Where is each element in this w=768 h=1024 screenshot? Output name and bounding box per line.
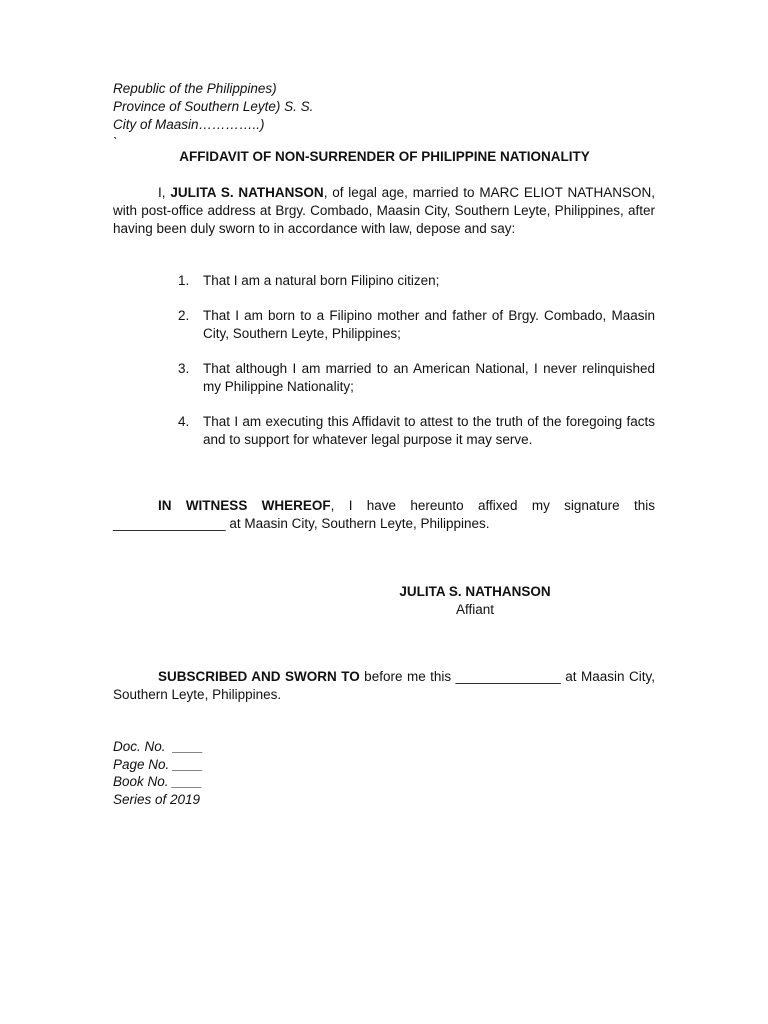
list-item — [178, 307, 655, 343]
jurat-text: before me this ______________ at Maasin City, Southern Leyte, Philippines. — [113, 669, 655, 702]
intro-paragraph — [113, 184, 655, 238]
affiant-role: Affiant — [455, 602, 495, 617]
venue-line-republic: Republic of the Philippines) — [113, 81, 277, 96]
notarial-register — [113, 738, 203, 808]
list-item — [178, 413, 655, 449]
book-number: Book No. ____ — [113, 774, 203, 789]
affiant-name-inline: JULITA S. NATHANSON — [170, 185, 324, 200]
jurat-heading: SUBSCRIBED AND SWORN TO — [158, 669, 360, 684]
list-item-text: That I am executing this Affidavit to attest to the truth of the foregoing facts and to support for whatever legal purpose it may serve. — [203, 414, 655, 447]
list-item — [178, 360, 655, 396]
list-item-number: 3. — [178, 361, 190, 376]
witness-text: , I have hereunto affixed my signature this _______________ at Maasin City, Southern Leyte, Philippines. — [113, 498, 655, 531]
document-title: AFFIDAVIT OF NON-SURRENDER OF PHILIPPINE NATIONALITY — [179, 149, 590, 164]
intro-lead: I, — [158, 185, 171, 200]
venue-line-city: City of Maasin…………..) — [113, 117, 265, 132]
jurat-paragraph — [113, 668, 655, 704]
affiant-name: JULITA S. NATHANSON — [399, 584, 551, 599]
doc-number: Doc. No. ____ — [113, 739, 204, 754]
list-item-number: 4. — [178, 414, 190, 429]
list-item-text: That I am a natural born Filipino citizen; — [203, 273, 440, 288]
series-year: Series of 2019 — [113, 791, 201, 807]
witness-heading: IN WITNESS WHEREOF — [158, 498, 331, 513]
statements-list — [178, 272, 655, 466]
venue-line-province: Province of Southern Leyte) S. S. — [113, 99, 314, 114]
list-item — [178, 272, 655, 290]
list-item-text: That I am born to a Filipino mother and father of Brgy. Combado, Maasin City, Southern Leyte, Philippines; — [203, 308, 655, 341]
witness-paragraph — [113, 497, 655, 533]
intro-text: , of legal age, married to MARC ELIOT NATHANSON, with post-office address at Brgy. Combado, Maasin City, Southern Leyte, Philippines, after having been duly sworn to in accordance with law, depose and say: — [113, 185, 655, 236]
list-item-number: 1. — [178, 273, 190, 288]
page-number: Page No. ____ — [113, 756, 204, 772]
list-item-text: That although I am married to an American National, I never relinquished my Philippine Nationality; — [203, 361, 655, 394]
venue-line-mark: ` — [113, 135, 118, 150]
venue-block — [113, 80, 313, 152]
signature-block — [355, 583, 595, 619]
list-item-number: 2. — [178, 308, 190, 323]
